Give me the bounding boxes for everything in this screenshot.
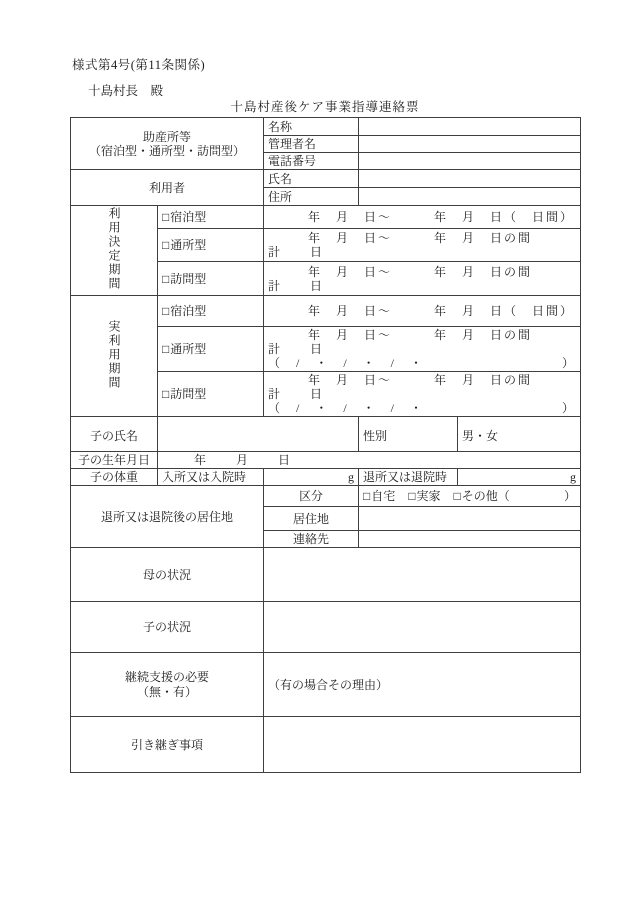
child-status-label: 子の状況: [71, 602, 264, 653]
mother-status-label: 母の状況: [71, 548, 264, 602]
facility-manager-label: 管理者名: [264, 136, 359, 153]
decision-daycare-period: [264, 228, 581, 262]
decision-daycare-type: [158, 228, 264, 262]
date-template-line: 年 月 日～ 年 月 日（ 日間）: [308, 304, 575, 318]
facility-section-label: [71, 118, 264, 170]
user-address-value: [359, 188, 581, 206]
option-home: □自宅: [363, 489, 396, 503]
weight-admission-value: [264, 469, 359, 486]
decision-stay-type: [158, 206, 264, 229]
care-type-label: 通所型: [170, 238, 207, 253]
handover-label: 引き継ぎ事項: [71, 717, 264, 773]
child-birthdate-value: 年 月 日: [158, 452, 581, 469]
residence-contact-label: 連絡先: [264, 531, 359, 548]
residence-address-label: 居住地: [264, 507, 359, 531]
facility-name-value: [359, 118, 581, 136]
facility-manager-value: [359, 136, 581, 153]
child-sex-label: 性別: [359, 417, 458, 452]
handover-value: [264, 717, 581, 773]
checkbox-icon: □: [453, 489, 461, 503]
decision-visit-period: [264, 262, 581, 296]
actual-stay-period: [264, 296, 581, 327]
child-birthdate-label: 子の生年月日: [71, 452, 158, 469]
user-name-value: [359, 170, 581, 188]
child-weight-label: 子の体重: [71, 469, 158, 486]
option-close-paren: ）: [564, 489, 577, 503]
user-name-label: 氏名: [264, 170, 359, 188]
session-dates-line: （ / ・ / ・ / ・ ）: [268, 356, 577, 370]
facility-label-line2: （宿泊型・通所型・訪問型）: [89, 143, 246, 158]
facility-name-label: 名称: [264, 118, 359, 136]
checkbox-icon: □: [162, 387, 170, 401]
residence-category-label: 区分: [264, 486, 359, 507]
actual-daycare-period: [264, 327, 581, 372]
residence-contact-value: [359, 531, 581, 548]
date-template-line: 年 月 日～ 年 月 日の間: [308, 264, 533, 279]
care-type-label: 通所型: [170, 342, 207, 356]
care-type-label: 宿泊型: [170, 209, 207, 224]
checkbox-icon: □: [408, 489, 416, 503]
facility-phone-label: 電話番号: [264, 153, 359, 170]
checkbox-icon: □: [162, 238, 170, 253]
decision-period-section-label: 利用決定期間: [71, 206, 158, 296]
weight-discharge-value: [458, 469, 581, 486]
checkbox-icon: □: [363, 489, 371, 503]
actual-visit-period: [264, 372, 581, 417]
child-status-value: [264, 602, 581, 653]
actual-stay-type: [158, 296, 264, 327]
care-type-label: 宿泊型: [170, 304, 207, 318]
form-table: [70, 117, 581, 773]
total-days-line: 計 日: [268, 245, 325, 260]
total-days-line: 計 日: [268, 278, 325, 293]
date-template-line: 年 月 日～ 年 月 日（ 日間）: [308, 209, 575, 224]
residence-section-label: 退所又は退院後の居住地: [71, 486, 264, 548]
care-type-label: 訪問型: [170, 271, 207, 286]
actual-period-section-label: 実利用期間: [71, 296, 158, 417]
addressee: 十島村長 殿: [88, 84, 164, 98]
option-other: □その他（: [453, 489, 510, 503]
actual-visit-type: [158, 372, 264, 417]
option-parents-home: □実家: [408, 489, 441, 503]
facility-phone-value: [359, 153, 581, 170]
weight-admission-label: 入所又は入院時: [158, 469, 264, 486]
document-title: 十島村産後ケア事業指導連絡票: [230, 100, 420, 114]
user-section-label: 利用者: [71, 170, 264, 206]
date-template-line: 年 月 日～ 年 月 日の間: [308, 328, 533, 342]
session-dates-line: （ / ・ / ・ / ・ ）: [268, 401, 577, 415]
residence-address-value: [359, 507, 581, 531]
mother-status-value: [264, 548, 581, 602]
continued-support-reason: （有の場合その理由）: [264, 653, 581, 717]
checkbox-icon: □: [162, 342, 170, 356]
continued-support-label: 継続支援の必要 （無・有）: [71, 653, 264, 717]
weight-unit: g: [348, 470, 355, 484]
date-template-line: 年 月 日～ 年 月 日の間: [308, 231, 533, 246]
user-address-label: 住所: [264, 188, 359, 206]
care-type-label: 訪問型: [170, 387, 207, 401]
total-days-line: 計 日: [268, 342, 325, 356]
child-sex-value: 男・女: [458, 417, 581, 452]
child-name-label: 子の氏名: [71, 417, 158, 452]
checkbox-icon: □: [162, 304, 170, 318]
actual-daycare-type: [158, 327, 264, 372]
form-number: 様式第4号(第11条関係): [72, 58, 206, 72]
checkbox-icon: □: [162, 271, 170, 286]
facility-label-line1: 助産所等: [143, 129, 192, 144]
residence-category-value: [359, 486, 581, 507]
checkbox-icon: □: [162, 209, 170, 224]
decision-visit-type: [158, 262, 264, 296]
total-days-line: 計 日: [268, 387, 325, 401]
date-template-line: 年 月 日～ 年 月 日の間: [308, 373, 533, 387]
weight-unit: g: [570, 470, 577, 484]
decision-stay-period: [264, 206, 581, 229]
weight-discharge-label: 退所又は退院時: [359, 469, 458, 486]
child-name-value: [158, 417, 359, 452]
